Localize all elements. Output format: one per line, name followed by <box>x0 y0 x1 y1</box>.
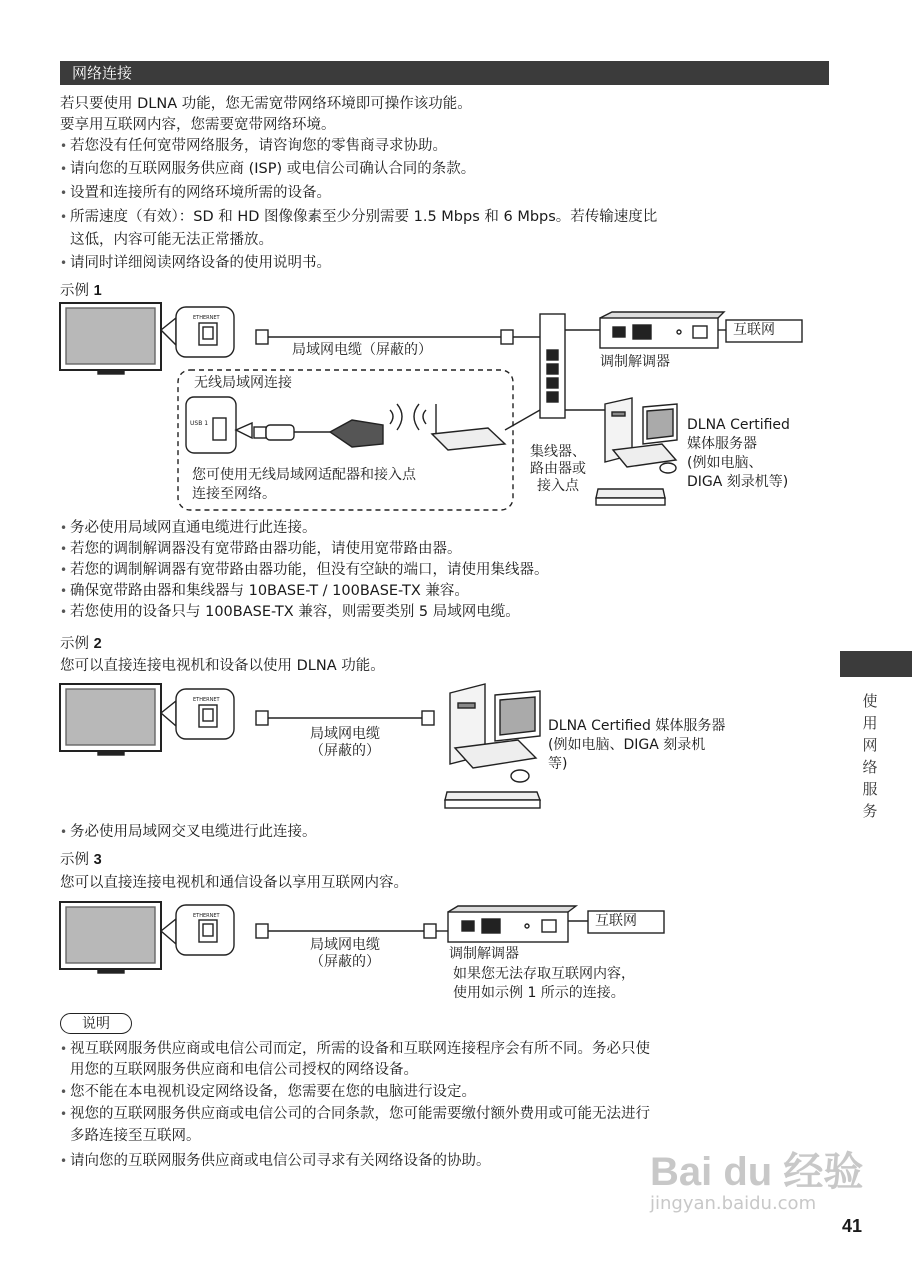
dlna-label-line-3: (例如电脑、 <box>687 455 763 471</box>
lan-cable <box>256 711 434 725</box>
notes-bullet-continuation: 多路连接至互联网。 <box>70 1128 201 1144</box>
example1-bullet: • 务必使用局域网直通电缆进行此连接。 <box>60 518 317 539</box>
example1-bullet: • 若您使用的设备只与 100BASE-TX 兼容，则需要类别 5 局域网电缆。 <box>60 602 520 623</box>
notes-bullet-continuation: 用您的互联网服务供应商和电信公司授权的网络设备。 <box>70 1062 418 1078</box>
ethernet-label: ETHERNET <box>193 315 220 321</box>
internet-label: 互联网 <box>595 913 637 929</box>
ethernet-label: ETHERNET <box>193 697 220 703</box>
watermark-url: jingyan.baidu.com <box>650 1193 817 1214</box>
usb-label: USB 1 <box>190 420 209 427</box>
tv-icon <box>60 303 161 374</box>
page-number: 41 <box>842 1216 863 1236</box>
recorder-icon <box>445 792 540 808</box>
lan-cable <box>256 924 448 938</box>
example2-bullet: • 务必使用局域网交叉电缆进行此连接。 <box>60 822 317 843</box>
modem-label: 调制解调器 <box>449 946 519 962</box>
access-point-icon <box>414 404 505 450</box>
recorder-icon <box>596 489 665 505</box>
intro-bullet: • 请向您的互联网服务供应商 (ISP) 或电信公司确认合同的条款。 <box>60 159 475 180</box>
intro-bullet: • 请同时详细阅读网络设备的使用说明书。 <box>60 253 331 274</box>
example2-title: 示例 2 <box>60 636 102 652</box>
dlna-label-line-1: DLNA Certified 媒体服务器 <box>548 718 726 734</box>
lan-cable-label: 局域网电缆（屏蔽的） <box>292 342 432 358</box>
dlna-label-line-3: 等) <box>548 756 568 772</box>
modem-label: 调制解调器 <box>600 354 670 370</box>
ethernet-label: ETHERNET <box>193 913 220 919</box>
example3-note-line-2: 使用如示例 1 所示的连接。 <box>453 985 625 1001</box>
cable-label-line-1: 局域网电缆 <box>310 726 380 742</box>
watermark-logo: Bai du 经验 <box>650 1150 864 1194</box>
intro-bullet-continuation: 这低，内容可能无法正常播放。 <box>70 232 273 248</box>
example1-bullet: • 确保宽带路由器和集线器与 10BASE-T / 100BASE-TX 兼容。 <box>60 581 469 602</box>
notes-title: 说明 <box>60 1013 132 1034</box>
dlna-label-line-2: (例如电脑、DIGA 刻录机 <box>548 737 706 753</box>
side-tab-bar <box>840 651 912 677</box>
intro-bullet: • 若您没有任何宽带网络服务，请咨询您的零售商寻求协助。 <box>60 136 447 157</box>
hub-icon <box>540 314 565 418</box>
notes-bullet: • 请向您的互联网服务供应商或电信公司寻求有关网络设备的协助。 <box>60 1151 491 1172</box>
modem-icon <box>448 906 576 942</box>
tv-icon <box>60 684 161 755</box>
intro-line-2: 要享用互联网内容，您需要宽带网络环境。 <box>60 117 336 133</box>
example3-title: 示例 3 <box>60 852 102 868</box>
notes-bullet: • 视您的互联网服务供应商或电信公司的合同条款，您可能需要缴付额外费用或可能无法进行 <box>60 1104 650 1125</box>
cable-label-line-2: （屏蔽的） <box>310 743 380 759</box>
example1-bullet: • 若您的调制解调器没有宽带路由器功能，请使用宽带路由器。 <box>60 539 462 560</box>
wireless-lan-label: 无线局域网连接 <box>194 375 292 391</box>
cable-label-line-2: （屏蔽的） <box>310 954 380 970</box>
dlna-label-line-2: 媒体服务器 <box>687 436 757 452</box>
wireless-note-line-2: 连接至网络。 <box>192 486 276 502</box>
example3-description: 您可以直接连接电视机和通信设备以享用互联网内容。 <box>60 875 408 891</box>
notes-bullet: • 视互联网服务供应商或电信公司而定，所需的设备和互联网连接程序会有所不同。务必只使 <box>60 1039 650 1060</box>
intro-bullet: • 所需速度（有效）：SD 和 HD 图像像素至少分别需要 1.5 Mbps 和 6 Mbps。若传输速度比 <box>60 207 657 228</box>
hub-label-line-3: 接入点 <box>537 478 579 494</box>
wireless-note-line-1: 您可使用无线局域网适配器和接入点 <box>192 467 416 483</box>
hub-label-line-2: 路由器或 <box>530 461 586 477</box>
intro-bullet: • 设置和连接所有的网络环境所需的设备。 <box>60 183 331 204</box>
pc-icon <box>450 684 540 782</box>
cable-label-line-1: 局域网电缆 <box>310 937 380 953</box>
example1-title: 示例 1 <box>60 283 102 299</box>
modem-icon <box>600 312 724 348</box>
intro-line-1: 若只要使用 DLNA 功能，您无需宽带网络环境即可操作该功能。 <box>60 96 472 112</box>
wireless-adapter-icon <box>254 404 402 447</box>
dlna-label-line-4: DIGA 刻录机等) <box>687 474 789 490</box>
tv-icon <box>60 902 161 973</box>
internet-label: 互联网 <box>733 322 775 338</box>
notes-bullet: • 您不能在本电视机设定网络设备，您需要在您的电脑进行设定。 <box>60 1082 476 1103</box>
watermark <box>650 1150 863 1214</box>
example1-bullet: • 若您的调制解调器有宽带路由器功能，但没有空缺的端口，请使用集线器。 <box>60 560 549 581</box>
side-tab-label: 使用网络服务 <box>862 692 878 820</box>
pc-icon <box>605 398 677 473</box>
example2-description: 您可以直接连接电视机和设备以使用 DLNA 功能。 <box>60 658 385 674</box>
dlna-label-line-1: DLNA Certified <box>687 417 790 433</box>
example3-note-line-1: 如果您无法存取互联网内容， <box>453 966 635 982</box>
hub-label-line-1: 集线器、 <box>530 444 586 460</box>
section-title: 网络连接 <box>60 61 829 85</box>
